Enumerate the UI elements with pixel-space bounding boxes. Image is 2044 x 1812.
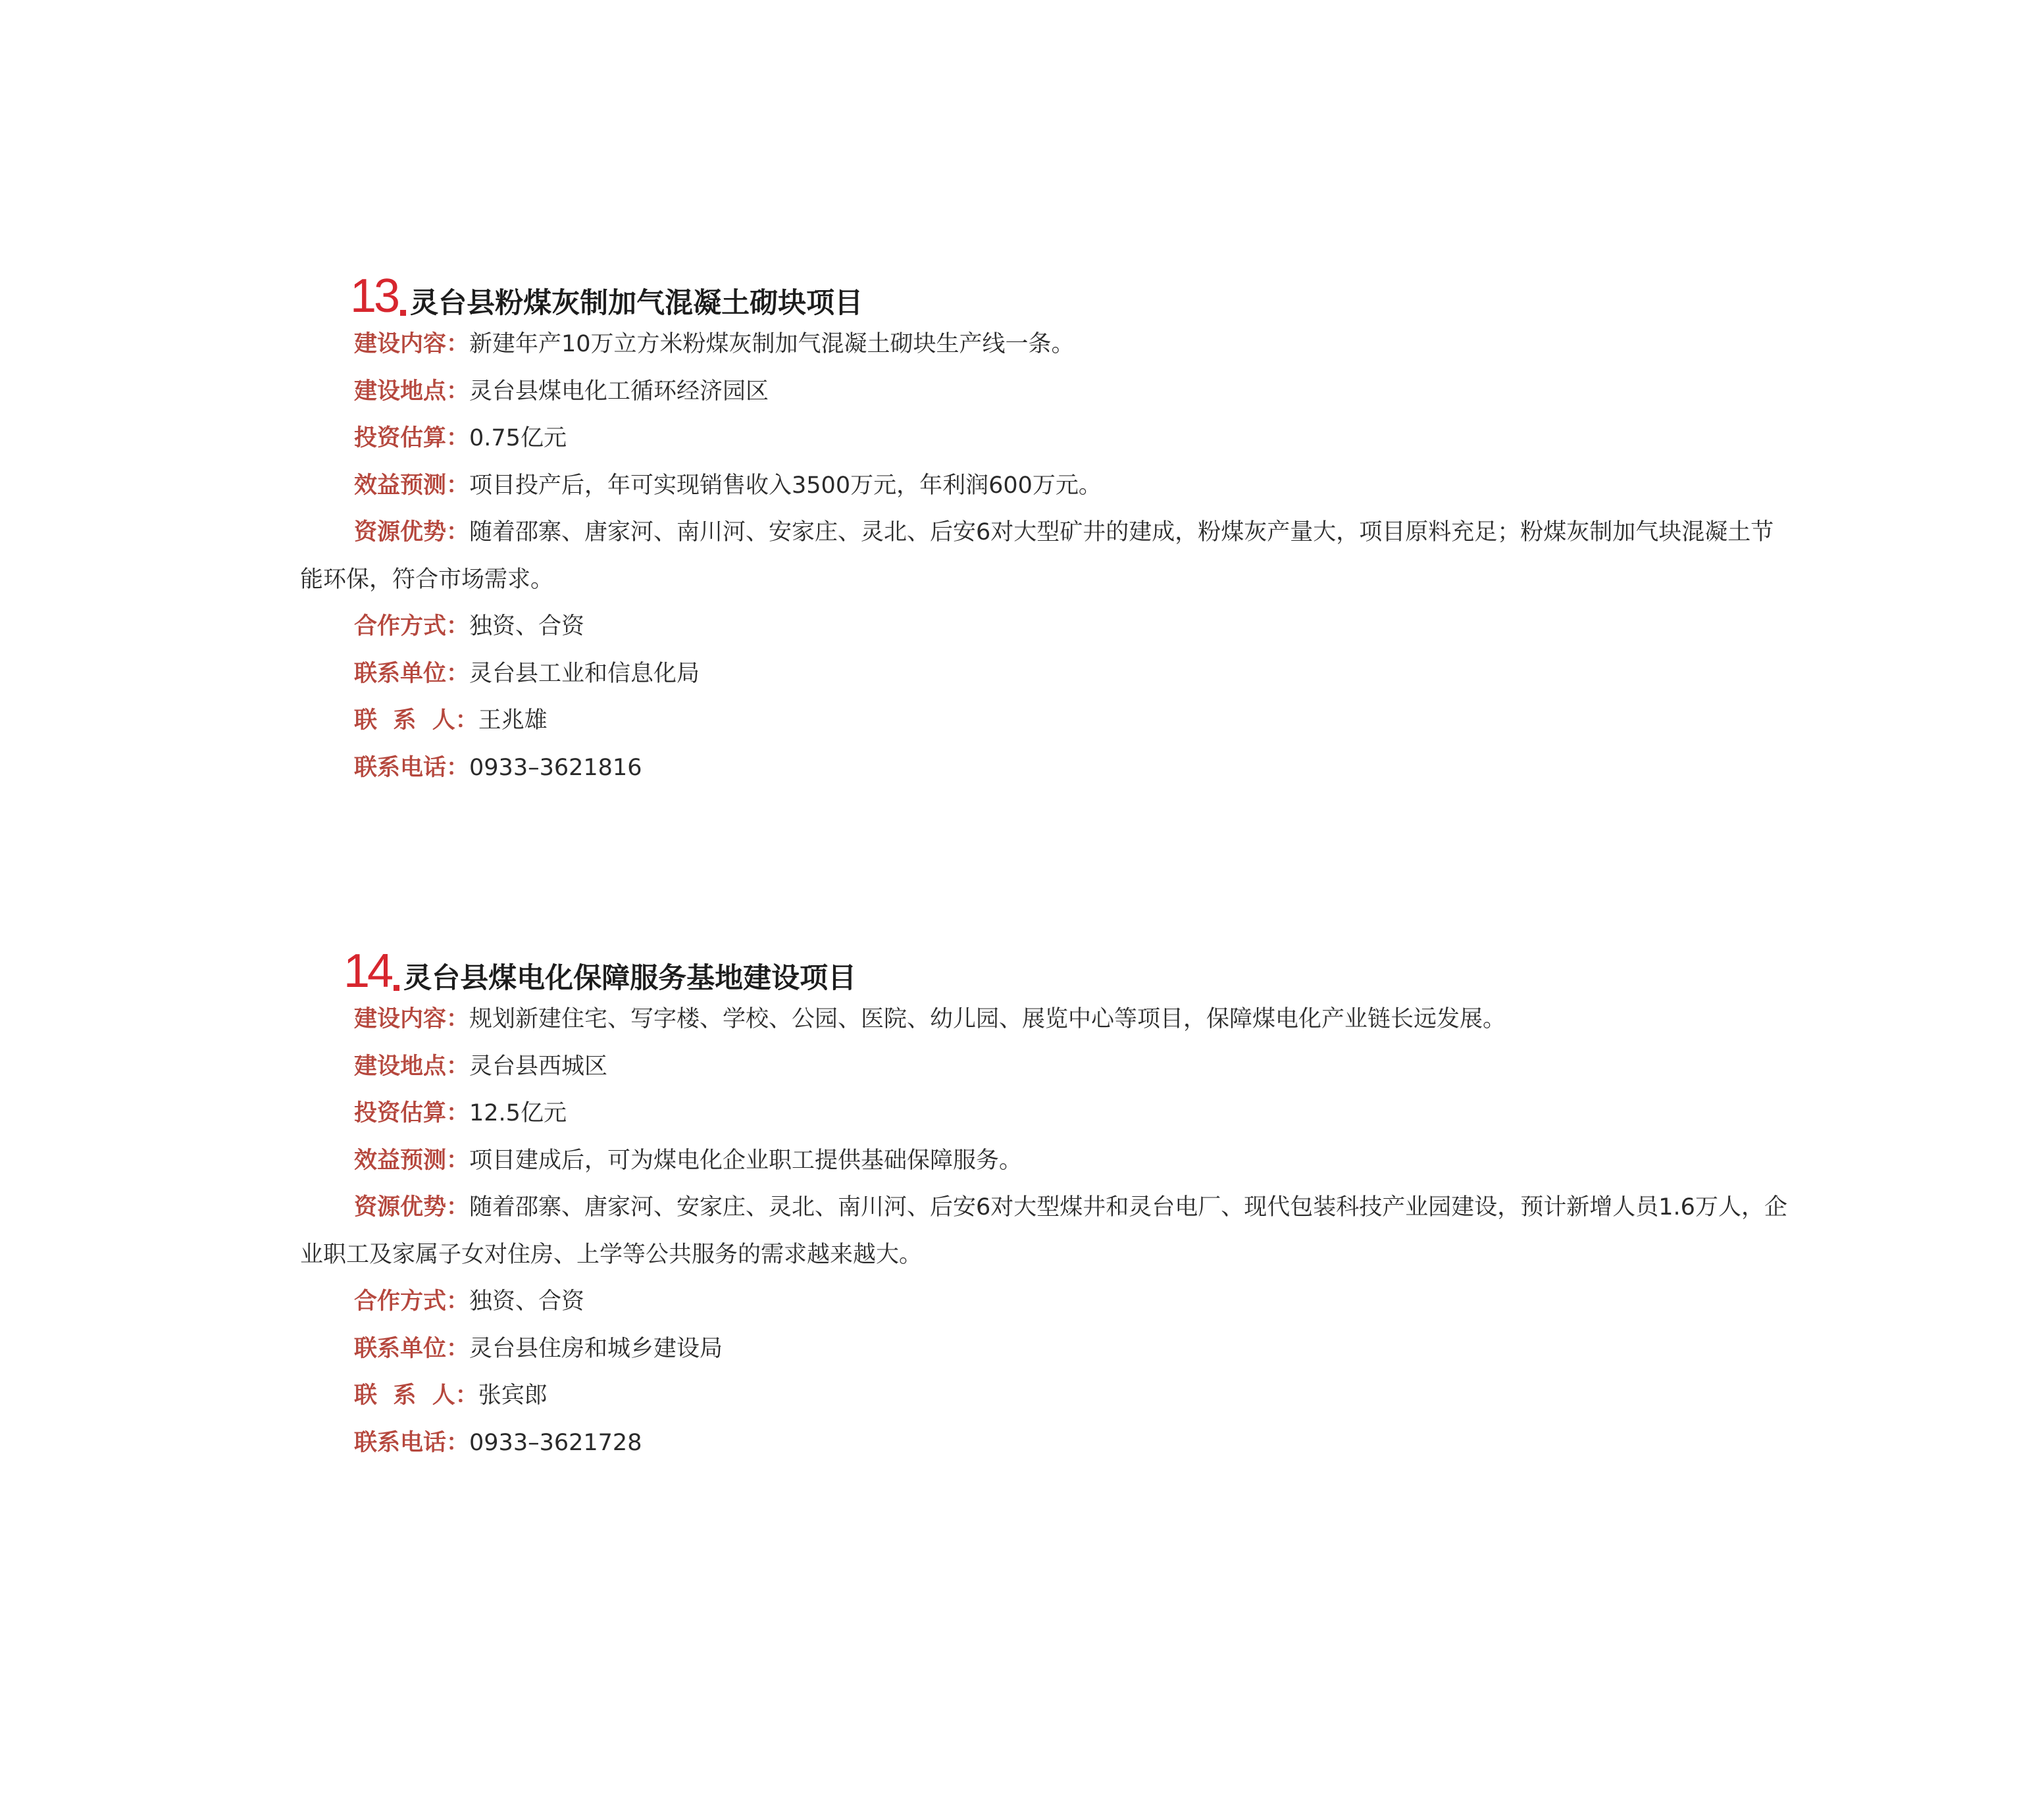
field-cooperation xyxy=(300,603,1787,651)
project-section xyxy=(300,937,1787,1467)
field-cooperation xyxy=(300,1278,1787,1326)
field-value: 项目建成后，可为煤电化企业职工提供基础保障服务。 xyxy=(469,1147,1023,1174)
field-value: 随着邵寨、唐家河、南川河、安家庄、灵北、后安6对大型矿井的建成，粉煤灰产量大，项目原料充足；粉煤灰制加气块混凝土节能环保，符合市场需求。 xyxy=(300,519,1774,593)
field-label: 建设地点： xyxy=(354,378,470,405)
field-label: 联 系 人： xyxy=(354,1382,478,1409)
field-value: 灵台县工业和信息化局 xyxy=(469,660,700,687)
field-value: 随着邵寨、唐家河、安家庄、灵北、南川河、后安6对大型煤井和灵台电厂、现代包装科技产业园建设，预计新增人员1.6万人，企业职工及家属子女对住房、上学等公共服务的需求越来越大。 xyxy=(300,1194,1787,1268)
field-label: 联系单位： xyxy=(354,660,470,687)
field-label: 资源优势： xyxy=(354,1194,470,1221)
project-number: 13 xyxy=(350,270,398,322)
field-benefit xyxy=(300,463,1787,510)
field-label: 建设内容： xyxy=(354,1006,470,1032)
field-advantage xyxy=(300,509,1787,603)
project-number: 14 xyxy=(344,945,392,997)
field-value: 项目投产后，年可实现销售收入3500万元，年利润600万元。 xyxy=(469,472,1102,499)
field-label: 效益预测： xyxy=(354,472,470,499)
field-value: 0933–3621816 xyxy=(469,754,642,781)
field-value: 规划新建住宅、写字楼、学校、公园、医院、幼儿园、展览中心等项目，保障煤电化产业链长远发展。 xyxy=(469,1006,1506,1032)
field-unit xyxy=(300,1326,1787,1373)
field-value: 新建年产10万立方米粉煤灰制加气混凝土砌块生产线一条。 xyxy=(469,331,1075,357)
field-phone xyxy=(300,1420,1787,1467)
field-label: 效益预测： xyxy=(354,1147,470,1174)
field-value: 独资、合资 xyxy=(469,1288,585,1315)
field-value: 12.5亿元 xyxy=(469,1100,567,1126)
field-investment xyxy=(300,1090,1787,1138)
project-title-text: 灵台县粉煤灰制加气混凝土砌块项目 xyxy=(410,287,863,320)
field-value: 灵台县煤电化工循环经济园区 xyxy=(469,378,769,405)
field-label: 投资估算： xyxy=(354,1100,470,1126)
field-value: 独资、合资 xyxy=(469,613,585,640)
field-content xyxy=(300,996,1787,1044)
field-label: 建设地点： xyxy=(354,1053,470,1080)
project-section xyxy=(300,262,1787,792)
field-location xyxy=(300,1044,1787,1091)
field-person xyxy=(300,697,1787,745)
field-value: 灵台县住房和城乡建设局 xyxy=(469,1335,723,1362)
field-label: 联系电话： xyxy=(354,754,470,781)
field-advantage xyxy=(300,1184,1787,1278)
field-value: 灵台县西城区 xyxy=(469,1053,608,1080)
project-title xyxy=(350,262,1787,320)
field-label: 合作方式： xyxy=(354,613,470,640)
project-title-text: 灵台县煤电化保障服务基地建设项目 xyxy=(403,962,857,995)
field-value: 王兆雄 xyxy=(478,707,548,734)
field-label: 合作方式： xyxy=(354,1288,470,1315)
field-label: 建设内容： xyxy=(354,331,470,357)
field-label: 联 系 人： xyxy=(354,707,478,734)
field-location xyxy=(300,368,1787,416)
field-unit xyxy=(300,651,1787,698)
field-value: 0933–3621728 xyxy=(469,1429,642,1456)
field-label: 联系单位： xyxy=(354,1335,470,1362)
field-value: 0.75亿元 xyxy=(469,425,567,451)
field-benefit xyxy=(300,1138,1787,1185)
number-dot xyxy=(394,985,399,991)
number-dot xyxy=(400,310,406,316)
field-label: 投资估算： xyxy=(354,425,470,451)
field-phone xyxy=(300,745,1787,792)
field-content xyxy=(300,321,1787,368)
project-title xyxy=(344,937,1787,995)
field-value: 张宾郎 xyxy=(478,1382,548,1409)
field-investment xyxy=(300,415,1787,463)
field-person xyxy=(300,1372,1787,1420)
field-label: 资源优势： xyxy=(354,519,470,545)
field-label: 联系电话： xyxy=(354,1429,470,1456)
